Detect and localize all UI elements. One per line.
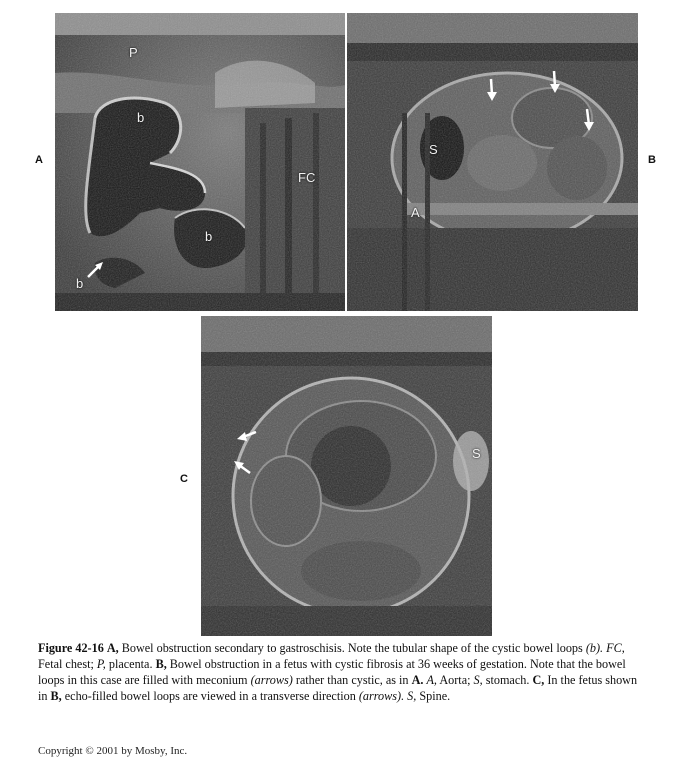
label-stomach: S (429, 142, 438, 157)
label-bowel-3: b (76, 276, 84, 291)
caption-segment: FC, (606, 641, 625, 655)
caption-segment: In the fetus shown in (38, 673, 638, 703)
label-spine: S (472, 446, 481, 461)
caption-segment: B, (50, 689, 62, 703)
ultrasound-image-c (201, 316, 492, 636)
caption-segment: A. (411, 673, 424, 687)
caption-segment: P, (96, 657, 106, 671)
caption-segment: C, (532, 673, 545, 687)
label-fetal-chest: FC (298, 170, 316, 185)
caption-segment: placenta. (105, 657, 156, 671)
caption-segment: Fetal chest; (38, 657, 97, 671)
caption-segment: (arrows). (358, 689, 405, 703)
ultrasound-image-b (347, 13, 638, 311)
caption-segment: Bowel obstruction in a fetus with cystic fibrosis at 36 weeks of gestation. Note that the bowel loops in this case are filled with meconium (38, 657, 626, 687)
caption-segment: S, (473, 673, 483, 687)
panel-letter-c: C (180, 473, 188, 485)
caption-body (38, 641, 637, 703)
caption-segment: A, (426, 673, 437, 687)
caption-segment: (arrows) (250, 673, 293, 687)
caption-segment: (b). (585, 641, 604, 655)
label-bowel-2: b (205, 229, 213, 244)
panel-letter-a: A (35, 154, 43, 166)
figure-label: Figure 42-16 (38, 641, 104, 655)
caption-segment: rather than cystic, as in (292, 673, 412, 687)
ultrasound-image-a (55, 13, 345, 311)
label-bowel-1: b (137, 110, 145, 125)
label-aorta: A (411, 205, 420, 220)
panel-letter-b: B (648, 154, 656, 166)
caption-segment: A, (106, 641, 119, 655)
ultrasound-panel-a (55, 13, 345, 311)
label-placenta: P (129, 45, 138, 60)
caption-segment: B, (155, 657, 167, 671)
caption-segment: Spine. (416, 689, 451, 703)
caption-segment: Aorta; (436, 673, 474, 687)
ultrasound-panel-c (201, 316, 492, 636)
caption-segment: stomach. (482, 673, 533, 687)
ultrasound-panel-b (347, 13, 638, 311)
copyright-notice: Copyright © 2001 by Mosby, Inc. (38, 745, 188, 757)
caption-segment: S, (407, 689, 417, 703)
figure-caption (38, 640, 643, 704)
caption-segment: Bowel obstruction secondary to gastroschisis. Note the tubular shape of the cystic bowel loops (118, 641, 586, 655)
caption-segment: echo-filled bowel loops are viewed in a transverse direction (61, 689, 359, 703)
